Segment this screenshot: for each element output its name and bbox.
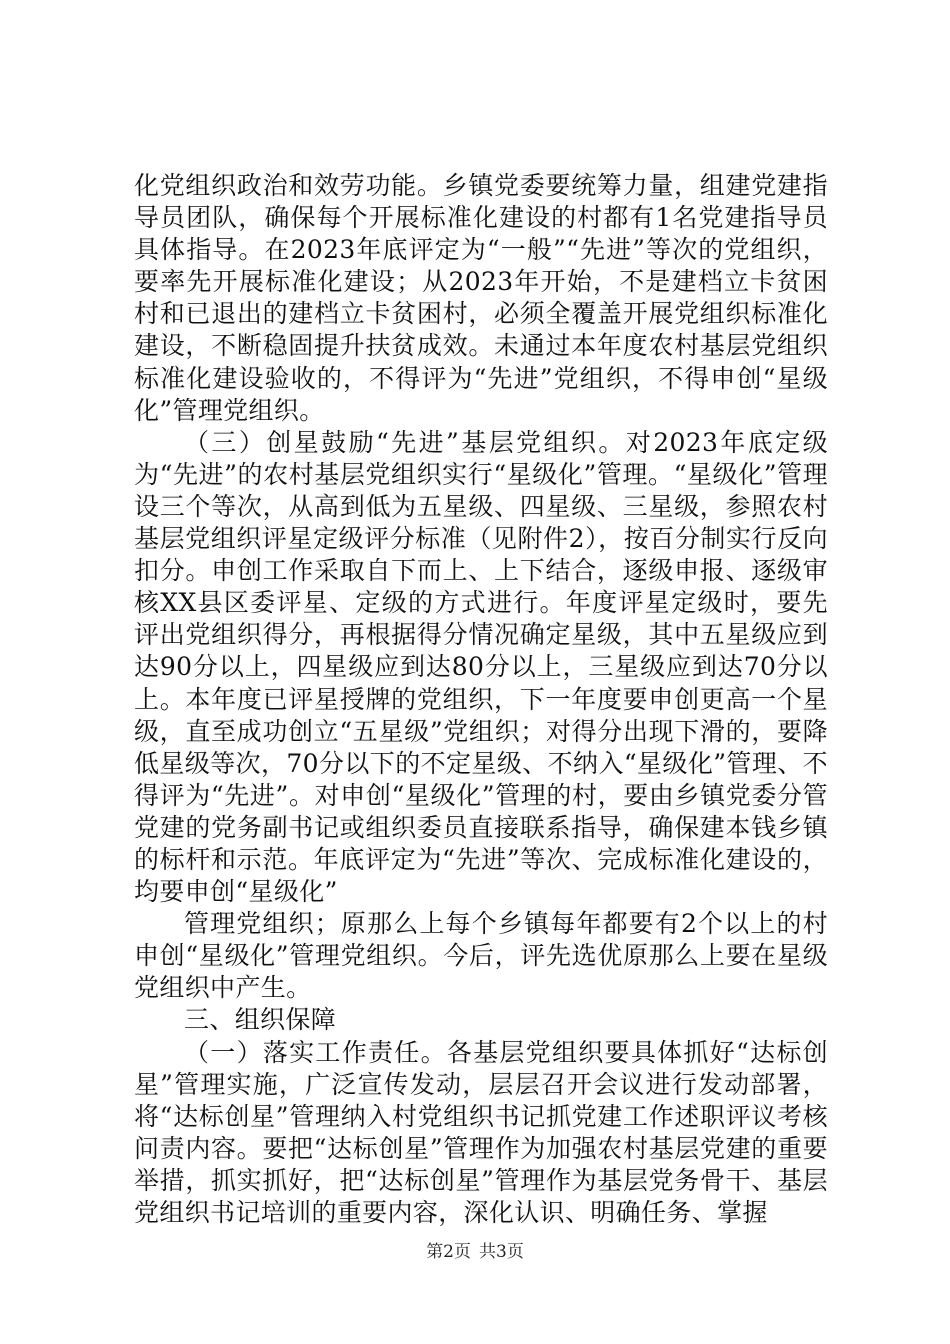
paragraph-2: （三）创星鼓励“先进”基层党组织。对2023年底定级为“先进”的农村基层党组织实行“星级化”管理。“星级化”管理设三个等次，从高到低为五星级、四星级、三星级，参照农村基层党组织评星定级评分标准（见附件2），按百分制实行反向扣分。申创工作采取自下而上、上下结合，逐级申报、逐级审核XX县区委评星、定级的方式进行。年度评星定级时，要先评出党组织得分，再根据得分情况确定星级，其中五星级应到达90分以上，四星级应到达80分以上，三星级应到达70分以上。本年度已评星授牌的党组织，下一年度要申创更高一个星级，直至成功创立“五星级”党组织；对得分出现下滑的，要降低星级等次，70分以下的不定星级、不纳入“星级化”管理、不得评为“先进”。对申创“星级化”管理的村，要由乡镇党委分管党建的党务副书记或组织委员直接联系指导，确保建本钱乡镇的标杆和示范。年底评定为“先进”等次、完成标准化建设的，均要申创“星级化” (134, 427, 828, 907)
section-heading: 三、组织保障 (184, 1005, 337, 1035)
paragraph-5: （一）落实工作责任。各基层党组织要具体抓好“达标创星”管理实施，广泛宣传发动，层层召开会议进行发动部署，将“达标创星”管理纳入村党组织书记抓党建工作述职评议考核问责内容。要把“达标创星”管理作为加强农村基层党建的重要举措，抓实抓好，把“达标创星”管理作为基层党务骨干、基层党组织书记培训的重要内容，深化认识、明确任务、掌握 (134, 1037, 828, 1227)
page-number: 第2页 (426, 1242, 471, 1262)
paragraph-1: 化党组织政治和效劳功能。乡镇党委要统筹力量，组建党建指导员团队，确保每个开展标准化建设的村都有1名党建指导员具体指导。在2023年底评定为“一般”“先进”等次的党组织，要率先开展标准化建设；从2023年开始，不是建档立卡贫困村和已退出的建档立卡贫困村，必须全覆盖开展党组织标准化建设，不断稳固提升扶贫成效。未通过本年度农村基层党组织标准化建设验收的，不得评为“先进”党组织，不得申创“星级化”管理党组织。 (134, 171, 828, 425)
page-total: 共3页 (479, 1242, 524, 1262)
document-body (134, 170, 828, 1229)
page-footer (0, 1241, 950, 1263)
paragraph-3: 管理党组织；原那么上每个乡镇每年都要有2个以上的村申创“星级化”管理党组织。今后，评先选优原那么上要在星级党组织中产生。 (134, 909, 828, 1003)
